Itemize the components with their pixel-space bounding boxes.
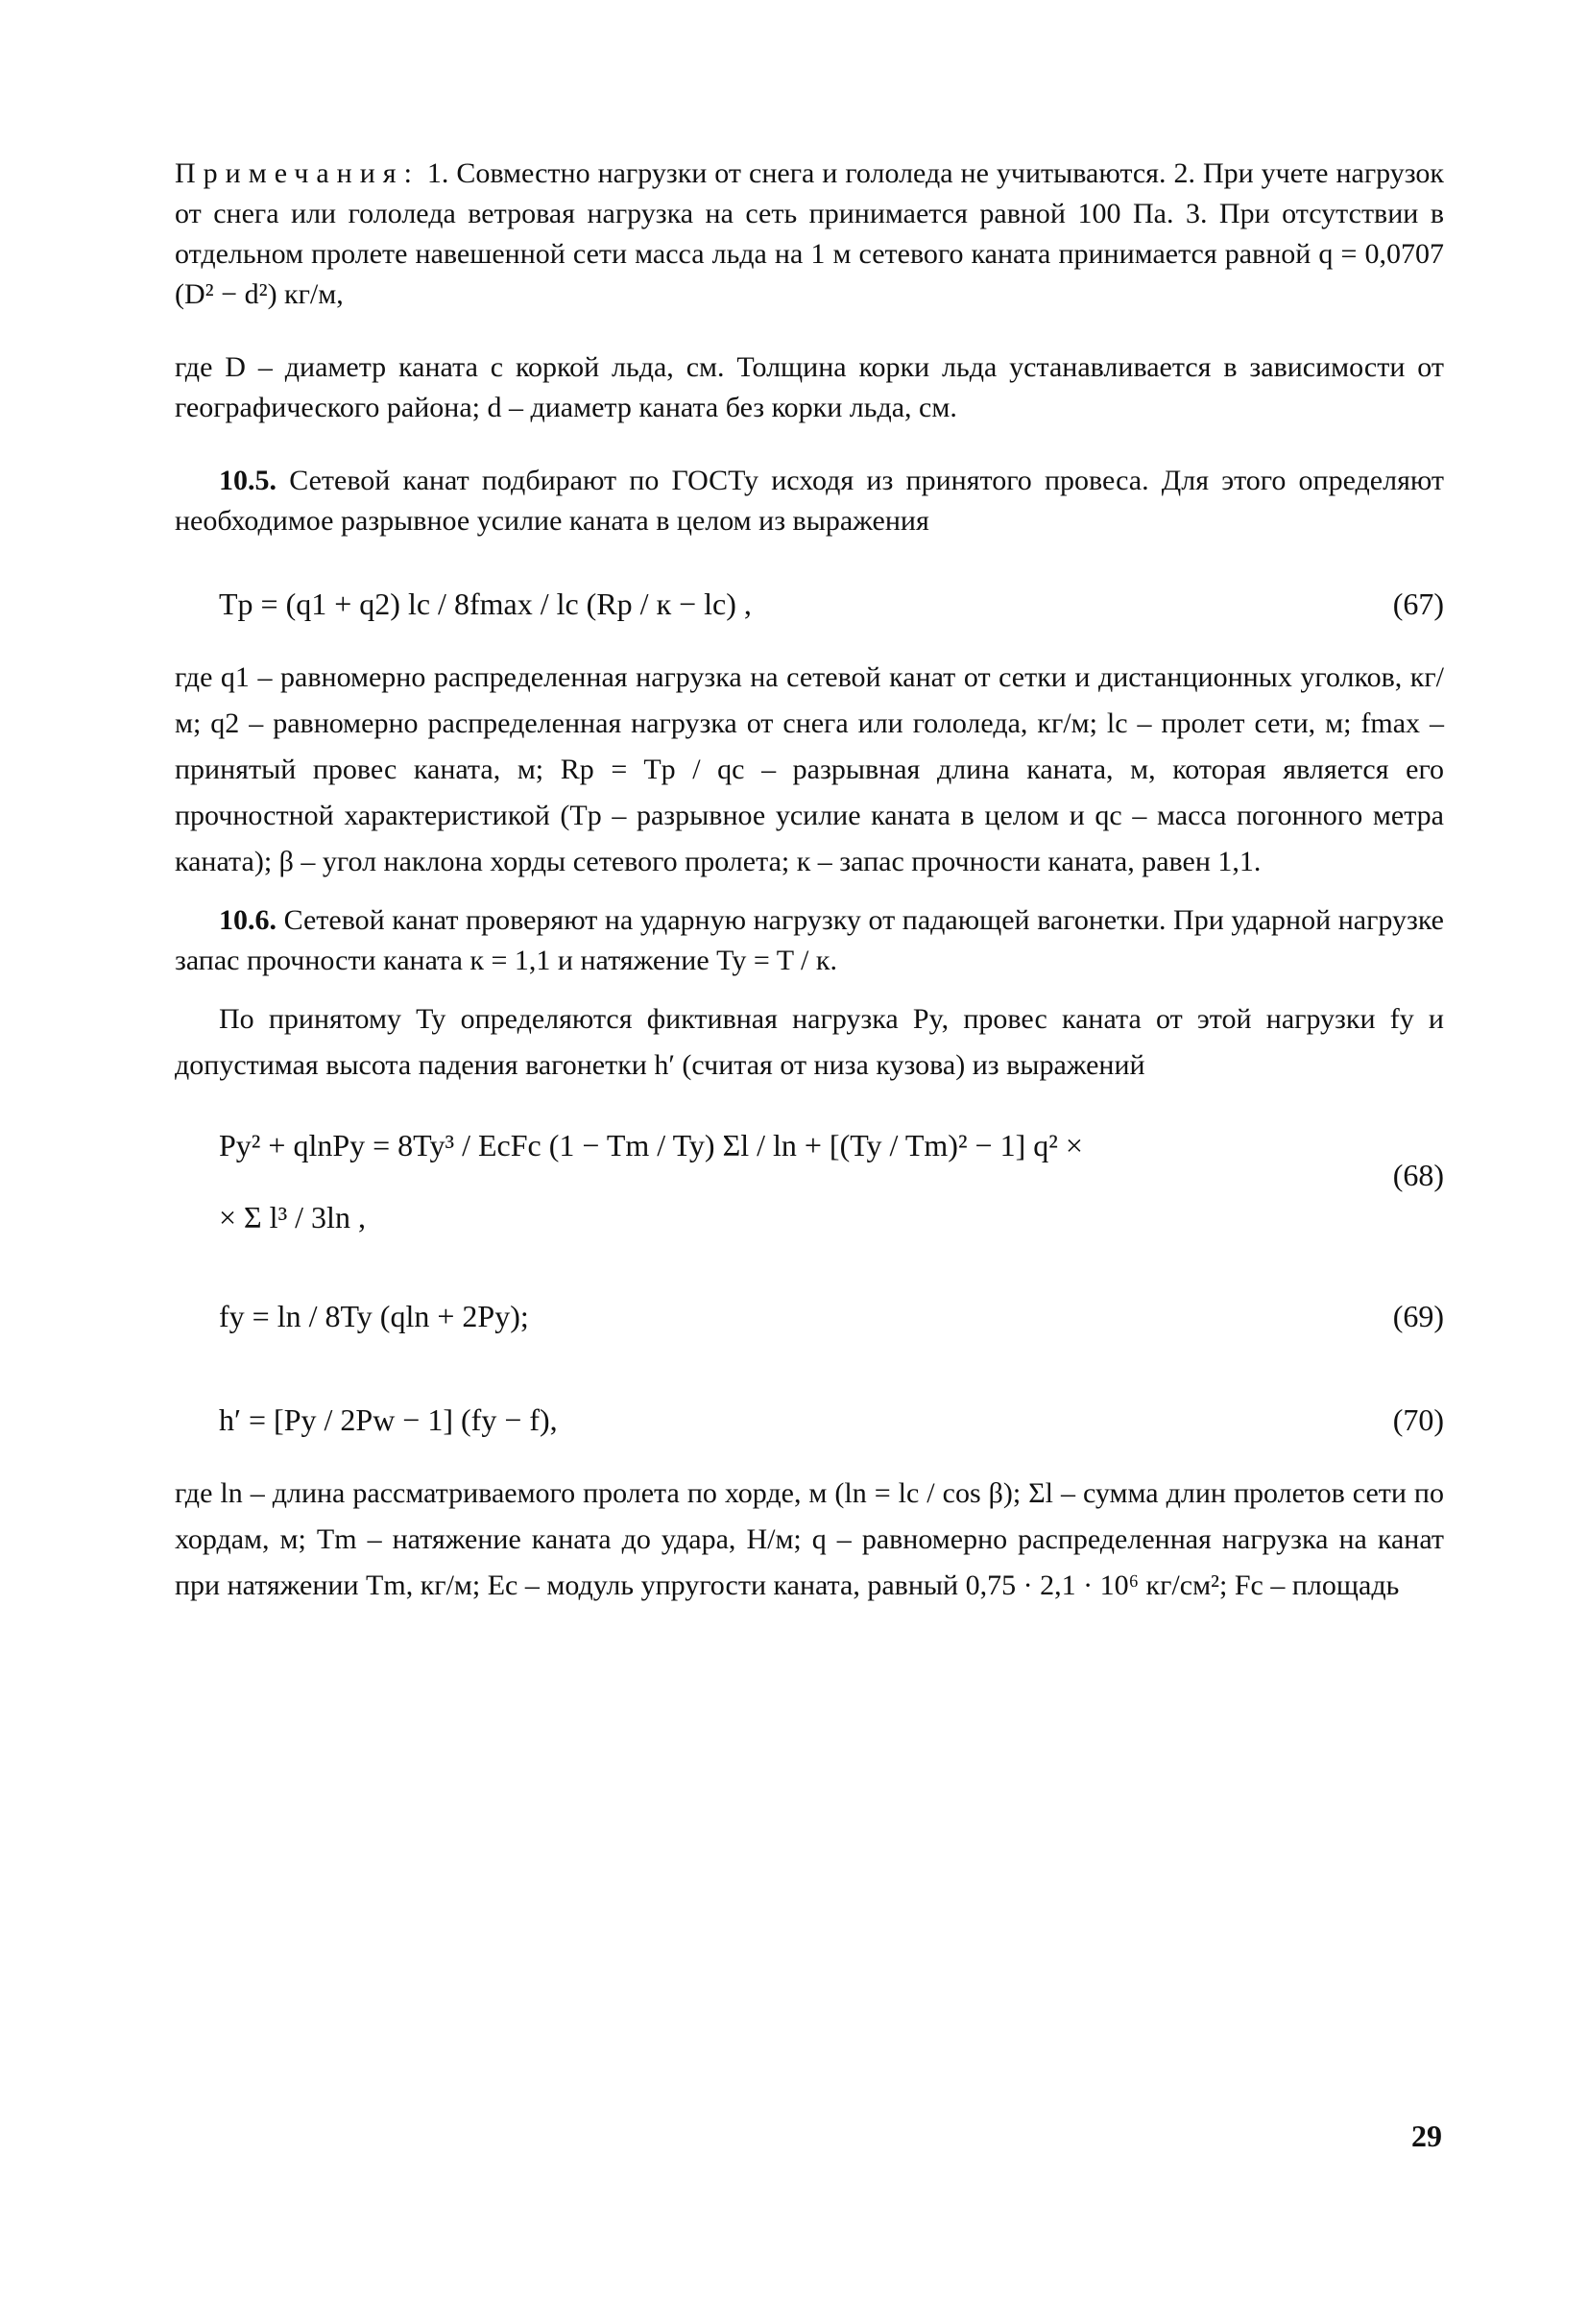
formula-69-expression: fy = ln / 8Ty (qln + 2Py); — [219, 1299, 529, 1333]
section-10-5-text: Сетевой канат подбирают по ГОСТу исходя из принятого провеса. Для этого определяют необходимое разрывное усилие каната в целом из выражения — [175, 465, 1444, 537]
formula-67 — [175, 563, 1444, 645]
formula-67-number: (67) — [1392, 587, 1444, 621]
notes-block — [175, 154, 1444, 315]
section-10-5-number: 10.5. — [219, 465, 277, 496]
page-number: 29 — [1411, 2119, 1442, 2153]
formula-68-line1: Py² + qlnPy = 8Ty³ / EcFc (1 − Tm / Ty) Σl / ln + [(Ty / Tm)² − 1] q² × — [219, 1128, 1083, 1162]
formula-69 — [175, 1275, 1444, 1357]
formula-70-number: (70) — [1392, 1402, 1444, 1437]
notes-where: где D – диаметр каната с коркой льда, см. Толщина корки льда устанавливается в зависимости от географического района; d – диаметр каната без корки льда, см. — [175, 351, 1444, 423]
section-10-6-number: 10.6. — [219, 904, 277, 936]
section-10-6-text: Сетевой канат проверяют на ударную нагрузку от падающей вагонетки. При ударной нагрузке запас прочности каната к = 1,1 и натяжение Ty = T / к. — [175, 904, 1444, 976]
notes-text: 1. Совместно нагрузки от снега и гололеда не учитываются. 2. При учете нагрузок от снега или гололеда ветровая нагрузка на сеть принимается равной 100 Па. 3. При отсутствии в отдельном пролете навешенной сети масса льда на 1 м сетевого каната принимается равной q = 0,0707 (D² − d²) кг/м, — [175, 157, 1444, 310]
section-10-5 — [175, 461, 1444, 541]
explanation-67: где q1 – равномерно распределенная нагрузка на сетевой канат от сетки и дистанционных уголков, кг/м; q2 – равномерно распределенная нагрузка от снега или гололеда, кг/м; lc – пролет сети, м; fmax – принятый провес каната, м; Rp = Tp / qc – разрывная длина каната, м, которая является его прочностной характеристикой (Tp – разрывное усилие каната в целом и qc – масса погонного метра каната); β – угол наклона хорды сетевого пролета; к – запас прочности каната, равен 1,1. — [175, 661, 1444, 877]
formula-70-expression: h′ = [Py / 2Pw − 1] (fy − f), — [219, 1402, 558, 1437]
formula-68 — [175, 1110, 1444, 1254]
formula-68-number: (68) — [1392, 1158, 1444, 1192]
section-10-6-text2: По принятому Ty определяются фиктивная нагрузка Py, провес каната от этой нагрузки fy и допустимая высота падения вагонетки h′ (считая от низа кузова) из выражений — [175, 1003, 1444, 1081]
formula-67-expression: Tp = (q1 + q2) lc / 8fmax / lc (Rp / к − lc) , — [219, 587, 752, 621]
section-10-6 — [175, 900, 1444, 981]
explanation-70: где ln – длина рассматриваемого пролета по хорде, м (ln = lc / cos β); Σl – сумма длин пролетов сети по хордам, м; Tm – натяжение каната до удара, Н/м; q – равномерно распределенная нагрузка на канат при натяжении Tm, кг/м; Ec – модуль упругости каната, равный 0,75 · 2,1 · 10⁶ кг/см²; Fc – площадь — [175, 1477, 1444, 1601]
formula-70 — [175, 1378, 1444, 1461]
notes-heading: Примечания: — [175, 157, 420, 189]
formula-69-number: (69) — [1392, 1299, 1444, 1333]
formula-68-line2: × Σ l³ / 3ln , — [219, 1200, 366, 1234]
